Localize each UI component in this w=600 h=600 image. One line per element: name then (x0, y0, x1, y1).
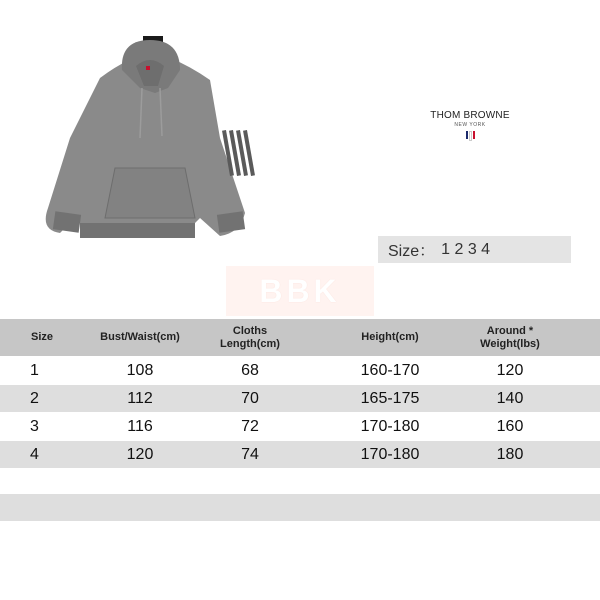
header-height: Height(cm) (361, 331, 419, 343)
brand-name: THOM BROWNE (430, 110, 510, 121)
watermark-text: BBK (259, 272, 341, 309)
header-weight: Around * Weight(lbs) (480, 324, 540, 350)
flag-stripe (466, 131, 468, 139)
flag-stripes-icon (430, 131, 510, 141)
cell-size: 1 (30, 361, 39, 379)
cell-weight: 160 (496, 417, 524, 435)
size-label: Size： (388, 243, 436, 260)
table-row (0, 413, 600, 440)
cell-length: 72 (241, 417, 259, 435)
header-bust-waist: Bust/Waist(cm) (100, 331, 180, 343)
footer-bar (0, 494, 600, 521)
cell-height: 170-180 (360, 417, 420, 435)
cell-length: 68 (241, 361, 259, 379)
cell-weight: 120 (496, 361, 524, 379)
cell-length: 70 (241, 389, 259, 407)
cell-size: 2 (30, 389, 39, 407)
cell-bust-waist: 108 (126, 361, 154, 379)
brand-logo (430, 110, 510, 141)
flag-stripe (469, 131, 472, 141)
table-row (0, 441, 600, 468)
brand-subtitle: NEW YORK (454, 122, 486, 128)
cell-weight: 180 (496, 445, 524, 463)
size-options-bar (378, 236, 571, 263)
cell-length: 74 (241, 445, 259, 463)
cell-height: 170-180 (360, 445, 420, 463)
cell-size: 3 (30, 417, 39, 435)
table-row (0, 357, 600, 384)
table-row (0, 385, 600, 412)
hoodie-image (40, 18, 260, 248)
cell-size: 4 (30, 445, 39, 463)
table-header-row (0, 319, 600, 356)
cell-height: 160-170 (360, 361, 420, 379)
product-photo (40, 18, 260, 248)
size-chart-table (0, 319, 600, 468)
cell-bust-waist: 120 (126, 445, 154, 463)
size-values: 1 2 3 4 (441, 240, 491, 258)
cell-weight: 140 (496, 389, 524, 407)
header-length: Cloths Length(cm) (220, 324, 280, 350)
cell-bust-waist: 116 (127, 417, 153, 435)
cell-height: 165-175 (360, 389, 420, 407)
flag-stripe (473, 131, 475, 139)
cell-bust-waist: 112 (127, 389, 153, 407)
header-size: Size (30, 331, 53, 343)
watermark (226, 266, 374, 316)
